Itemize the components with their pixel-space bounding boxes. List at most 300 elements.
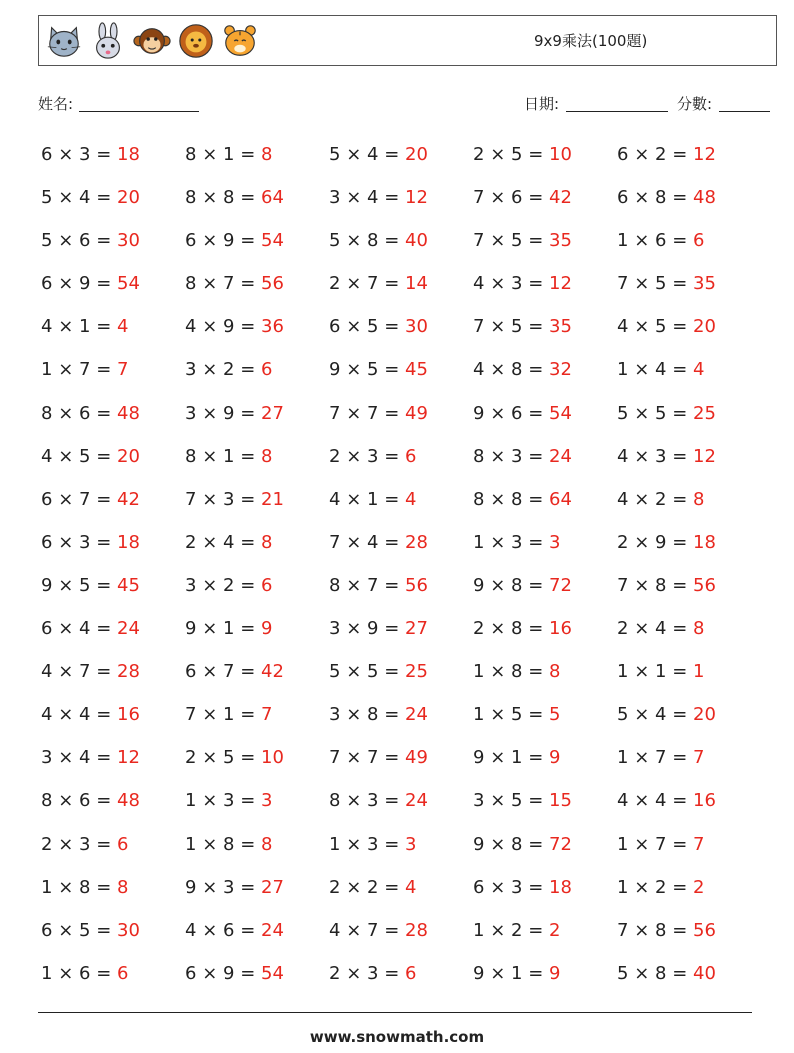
times-symbol: ×: [202, 962, 218, 984]
operand-b: 5: [511, 144, 523, 165]
times-symbol: ×: [634, 747, 650, 769]
times-symbol: ×: [490, 618, 506, 640]
operand-a: 1: [617, 359, 629, 381]
operand-a: 8: [473, 445, 485, 467]
operand-a: 7: [617, 919, 629, 941]
problem: [617, 487, 761, 530]
times-symbol: ×: [346, 790, 362, 812]
operand-a: 9: [41, 574, 53, 596]
operand-a: 2: [41, 833, 53, 855]
problem: [473, 788, 617, 831]
operand-a: 1: [329, 833, 341, 855]
answer: 64: [261, 187, 284, 209]
times-symbol: ×: [202, 359, 218, 381]
times-symbol: ×: [490, 488, 506, 510]
times-symbol: ×: [490, 316, 506, 338]
answer: 9: [261, 618, 273, 640]
operand-b: 8: [511, 833, 523, 855]
operand-b: 3: [367, 445, 379, 467]
operand-b: 6: [79, 230, 91, 252]
times-symbol: ×: [346, 402, 362, 424]
problem-row: [41, 961, 761, 1004]
equals-symbol: =: [96, 316, 112, 338]
operand-b: 7: [223, 661, 235, 683]
equals-symbol: =: [240, 531, 256, 553]
times-symbol: ×: [202, 790, 218, 812]
times-symbol: ×: [346, 316, 362, 338]
problem: [41, 530, 185, 573]
operand-b: 7: [367, 574, 379, 596]
problem: [473, 659, 617, 702]
answer: 36: [261, 316, 284, 338]
operand-b: 3: [511, 876, 523, 898]
equals-symbol: =: [528, 402, 544, 424]
operand-b: 9: [367, 618, 379, 640]
answer: 48: [117, 790, 140, 812]
operand-b: 9: [223, 962, 235, 984]
problem: [185, 228, 329, 271]
times-symbol: ×: [634, 962, 650, 984]
times-symbol: ×: [346, 230, 362, 252]
operand-a: 1: [617, 747, 629, 769]
operand-a: 7: [473, 187, 485, 209]
problem: [329, 918, 473, 961]
operand-a: 2: [473, 144, 485, 165]
answer: 35: [549, 230, 572, 252]
times-symbol: ×: [202, 445, 218, 467]
times-symbol: ×: [202, 747, 218, 769]
answer: 7: [693, 747, 705, 769]
equals-symbol: =: [96, 919, 112, 941]
operand-a: 7: [473, 316, 485, 338]
operand-a: 6: [185, 230, 197, 252]
operand-a: 1: [41, 876, 53, 898]
equals-symbol: =: [96, 704, 112, 726]
times-symbol: ×: [58, 962, 74, 984]
problem: [185, 185, 329, 228]
operand-a: 1: [473, 704, 485, 726]
operand-a: 4: [41, 316, 53, 338]
problem: [185, 875, 329, 918]
equals-symbol: =: [240, 919, 256, 941]
operand-b: 8: [655, 919, 667, 941]
operand-b: 3: [223, 790, 235, 812]
operand-b: 3: [511, 531, 523, 553]
answer: 54: [261, 230, 284, 252]
operand-a: 4: [185, 316, 197, 338]
equals-symbol: =: [240, 661, 256, 683]
operand-b: 4: [79, 187, 91, 209]
operand-b: 5: [367, 359, 379, 381]
times-symbol: ×: [490, 230, 506, 252]
answer: 20: [405, 144, 428, 165]
problem: [41, 185, 185, 228]
problem: [329, 788, 473, 831]
operand-a: 6: [41, 919, 53, 941]
problem: [329, 573, 473, 616]
equals-symbol: =: [96, 488, 112, 510]
operand-b: 2: [655, 488, 667, 510]
operand-a: 9: [185, 618, 197, 640]
times-symbol: ×: [346, 574, 362, 596]
operand-b: 3: [367, 790, 379, 812]
operand-b: 1: [223, 618, 235, 640]
equals-symbol: =: [96, 962, 112, 984]
operand-a: 2: [473, 618, 485, 640]
problem: [473, 487, 617, 530]
problem: [617, 616, 761, 659]
problem: [473, 832, 617, 875]
equals-symbol: =: [384, 919, 400, 941]
operand-b: 3: [511, 273, 523, 295]
operand-a: 3: [185, 574, 197, 596]
operand-a: 1: [473, 531, 485, 553]
answer: 18: [549, 876, 572, 898]
problem: [185, 573, 329, 616]
times-symbol: ×: [346, 144, 362, 165]
equals-symbol: =: [672, 574, 688, 596]
times-symbol: ×: [634, 144, 650, 165]
times-symbol: ×: [490, 747, 506, 769]
operand-a: 6: [185, 661, 197, 683]
equals-symbol: =: [384, 316, 400, 338]
times-symbol: ×: [634, 661, 650, 683]
problem-row: [41, 788, 761, 831]
times-symbol: ×: [346, 273, 362, 295]
equals-symbol: =: [672, 488, 688, 510]
operand-b: 1: [511, 962, 523, 984]
score-field[interactable]: [719, 111, 770, 112]
operand-b: 8: [511, 359, 523, 381]
times-symbol: ×: [490, 919, 506, 941]
problem: [617, 918, 761, 961]
operand-b: 1: [511, 747, 523, 769]
operand-b: 7: [79, 661, 91, 683]
operand-b: 5: [511, 790, 523, 812]
problem: [329, 401, 473, 444]
operand-a: 8: [185, 273, 197, 295]
worksheet-title: 9x9乘法(100題): [534, 32, 648, 50]
problem: [41, 616, 185, 659]
problem: [185, 314, 329, 357]
times-symbol: ×: [634, 833, 650, 855]
times-symbol: ×: [490, 402, 506, 424]
answer: 7: [117, 359, 129, 381]
equals-symbol: =: [384, 661, 400, 683]
equals-symbol: =: [384, 187, 400, 209]
times-symbol: ×: [202, 618, 218, 640]
times-symbol: ×: [58, 661, 74, 683]
problem: [41, 357, 185, 400]
times-symbol: ×: [634, 359, 650, 381]
answer: 16: [117, 704, 140, 726]
problem-row: [41, 401, 761, 444]
answer: 27: [261, 876, 284, 898]
answer: 25: [405, 661, 428, 683]
answer: 1: [693, 661, 705, 683]
operand-a: 2: [185, 531, 197, 553]
equals-symbol: =: [240, 144, 256, 165]
operand-b: 8: [223, 833, 235, 855]
times-symbol: ×: [634, 574, 650, 596]
answer: 48: [693, 187, 716, 209]
times-symbol: ×: [490, 273, 506, 295]
tiger-icon: [221, 22, 259, 60]
operand-b: 7: [367, 919, 379, 941]
operand-a: 3: [473, 790, 485, 812]
problem-row: [41, 271, 761, 314]
answer: 3: [261, 790, 273, 812]
operand-b: 3: [223, 876, 235, 898]
answer: 2: [693, 876, 705, 898]
operand-b: 8: [511, 618, 523, 640]
times-symbol: ×: [58, 316, 74, 338]
equals-symbol: =: [528, 316, 544, 338]
operand-b: 2: [223, 359, 235, 381]
problem: [473, 875, 617, 918]
equals-symbol: =: [672, 790, 688, 812]
equals-symbol: =: [240, 445, 256, 467]
equals-symbol: =: [672, 876, 688, 898]
operand-b: 1: [223, 144, 235, 165]
equals-symbol: =: [672, 359, 688, 381]
problem-row: [41, 659, 761, 702]
equals-symbol: =: [240, 704, 256, 726]
answer: 24: [117, 618, 140, 640]
equals-symbol: =: [384, 876, 400, 898]
operand-a: 7: [329, 531, 341, 553]
operand-a: 7: [617, 273, 629, 295]
times-symbol: ×: [202, 316, 218, 338]
answer: 4: [405, 876, 417, 898]
answer: 20: [693, 316, 716, 338]
answer: 18: [117, 531, 140, 553]
answer: 54: [261, 962, 284, 984]
problem: [617, 314, 761, 357]
operand-b: 6: [511, 402, 523, 424]
answer: 6: [117, 962, 129, 984]
operand-b: 5: [79, 574, 91, 596]
operand-a: 7: [473, 230, 485, 252]
operand-b: 5: [655, 402, 667, 424]
times-symbol: ×: [58, 230, 74, 252]
answer: 45: [117, 574, 140, 596]
operand-b: 4: [655, 618, 667, 640]
operand-a: 8: [41, 402, 53, 424]
operand-a: 4: [41, 661, 53, 683]
operand-b: 3: [367, 833, 379, 855]
problem: [617, 961, 761, 1004]
operand-a: 4: [617, 445, 629, 467]
answer: 42: [261, 661, 284, 683]
operand-b: 8: [511, 661, 523, 683]
answer: 32: [549, 359, 572, 381]
problem: [617, 702, 761, 745]
answer: 9: [549, 747, 561, 769]
times-symbol: ×: [58, 876, 74, 898]
answer: 30: [117, 919, 140, 941]
operand-a: 6: [41, 273, 53, 295]
answer: 4: [405, 488, 417, 510]
operand-a: 7: [185, 488, 197, 510]
problem: [185, 487, 329, 530]
operand-a: 9: [473, 833, 485, 855]
operand-b: 3: [79, 833, 91, 855]
answer: 15: [549, 790, 572, 812]
answer: 2: [549, 919, 561, 941]
operand-a: 3: [329, 618, 341, 640]
score-label: 分數:: [677, 95, 713, 113]
problem: [41, 961, 185, 1004]
answer: 30: [405, 316, 428, 338]
operand-b: 4: [223, 531, 235, 553]
equals-symbol: =: [528, 747, 544, 769]
operand-a: 8: [185, 144, 197, 165]
answer: 3: [549, 531, 561, 553]
times-symbol: ×: [634, 488, 650, 510]
answer: 54: [549, 402, 572, 424]
problem: [329, 487, 473, 530]
answer: 6: [405, 962, 417, 984]
times-symbol: ×: [346, 962, 362, 984]
operand-b: 3: [223, 488, 235, 510]
operand-b: 7: [367, 273, 379, 295]
equals-symbol: =: [96, 747, 112, 769]
problem-row: [41, 487, 761, 530]
equals-symbol: =: [240, 618, 256, 640]
problem-row: [41, 573, 761, 616]
problem: [41, 573, 185, 616]
equals-symbol: =: [672, 402, 688, 424]
times-symbol: ×: [202, 187, 218, 209]
equals-symbol: =: [240, 574, 256, 596]
operand-b: 5: [367, 316, 379, 338]
problem: [473, 918, 617, 961]
problem: [41, 142, 185, 185]
answer: 20: [693, 704, 716, 726]
operand-b: 4: [79, 618, 91, 640]
operand-a: 1: [473, 661, 485, 683]
times-symbol: ×: [202, 661, 218, 683]
problem: [41, 314, 185, 357]
times-symbol: ×: [634, 316, 650, 338]
times-symbol: ×: [490, 574, 506, 596]
operand-b: 1: [655, 661, 667, 683]
operand-b: 8: [511, 574, 523, 596]
answer: 8: [261, 144, 273, 165]
operand-b: 8: [367, 230, 379, 252]
problem: [41, 788, 185, 831]
times-symbol: ×: [346, 919, 362, 941]
problem: [329, 702, 473, 745]
operand-a: 1: [617, 833, 629, 855]
operand-b: 7: [79, 359, 91, 381]
problem-row: [41, 314, 761, 357]
equals-symbol: =: [528, 833, 544, 855]
times-symbol: ×: [202, 919, 218, 941]
answer: 6: [693, 230, 705, 252]
operand-b: 3: [79, 144, 91, 165]
times-symbol: ×: [346, 359, 362, 381]
date-field[interactable]: [566, 111, 668, 112]
operand-b: 4: [367, 144, 379, 165]
equals-symbol: =: [96, 230, 112, 252]
answer: 40: [693, 962, 716, 984]
equals-symbol: =: [240, 833, 256, 855]
problem: [617, 788, 761, 831]
answer: 12: [693, 445, 716, 467]
problem: [473, 745, 617, 788]
times-symbol: ×: [202, 230, 218, 252]
times-symbol: ×: [490, 661, 506, 683]
times-symbol: ×: [58, 790, 74, 812]
equals-symbol: =: [240, 962, 256, 984]
times-symbol: ×: [58, 445, 74, 467]
problem: [185, 832, 329, 875]
operand-a: 2: [329, 962, 341, 984]
answer: 6: [405, 445, 417, 467]
problem: [185, 788, 329, 831]
answer: 20: [117, 187, 140, 209]
operand-a: 9: [185, 876, 197, 898]
equals-symbol: =: [528, 962, 544, 984]
answer: 42: [549, 187, 572, 209]
operand-a: 4: [473, 273, 485, 295]
operand-b: 2: [223, 574, 235, 596]
answer: 6: [261, 359, 273, 381]
operand-b: 7: [223, 273, 235, 295]
cat-icon: [45, 22, 83, 60]
equals-symbol: =: [96, 618, 112, 640]
problem: [617, 185, 761, 228]
problem: [617, 228, 761, 271]
operand-a: 8: [185, 445, 197, 467]
times-symbol: ×: [634, 618, 650, 640]
times-symbol: ×: [202, 402, 218, 424]
operand-a: 1: [617, 876, 629, 898]
equals-symbol: =: [672, 273, 688, 295]
operand-b: 8: [367, 704, 379, 726]
answer: 12: [117, 747, 140, 769]
problem: [473, 961, 617, 1004]
operand-b: 6: [79, 790, 91, 812]
problem: [185, 918, 329, 961]
answer: 8: [261, 833, 273, 855]
problem: [617, 271, 761, 314]
operand-b: 1: [223, 704, 235, 726]
operand-b: 4: [655, 790, 667, 812]
equals-symbol: =: [672, 187, 688, 209]
operand-b: 6: [223, 919, 235, 941]
worksheet-header: [38, 15, 777, 66]
equals-symbol: =: [96, 574, 112, 596]
equals-symbol: =: [384, 704, 400, 726]
problem-row: [41, 702, 761, 745]
problem: [185, 961, 329, 1004]
problem: [185, 702, 329, 745]
operand-a: 6: [329, 316, 341, 338]
equals-symbol: =: [96, 359, 112, 381]
problem: [185, 357, 329, 400]
operand-b: 7: [367, 747, 379, 769]
name-field[interactable]: [79, 111, 199, 112]
equals-symbol: =: [96, 402, 112, 424]
operand-b: 4: [79, 747, 91, 769]
problem: [617, 875, 761, 918]
operand-a: 9: [473, 962, 485, 984]
equals-symbol: =: [384, 833, 400, 855]
operand-a: 7: [329, 747, 341, 769]
